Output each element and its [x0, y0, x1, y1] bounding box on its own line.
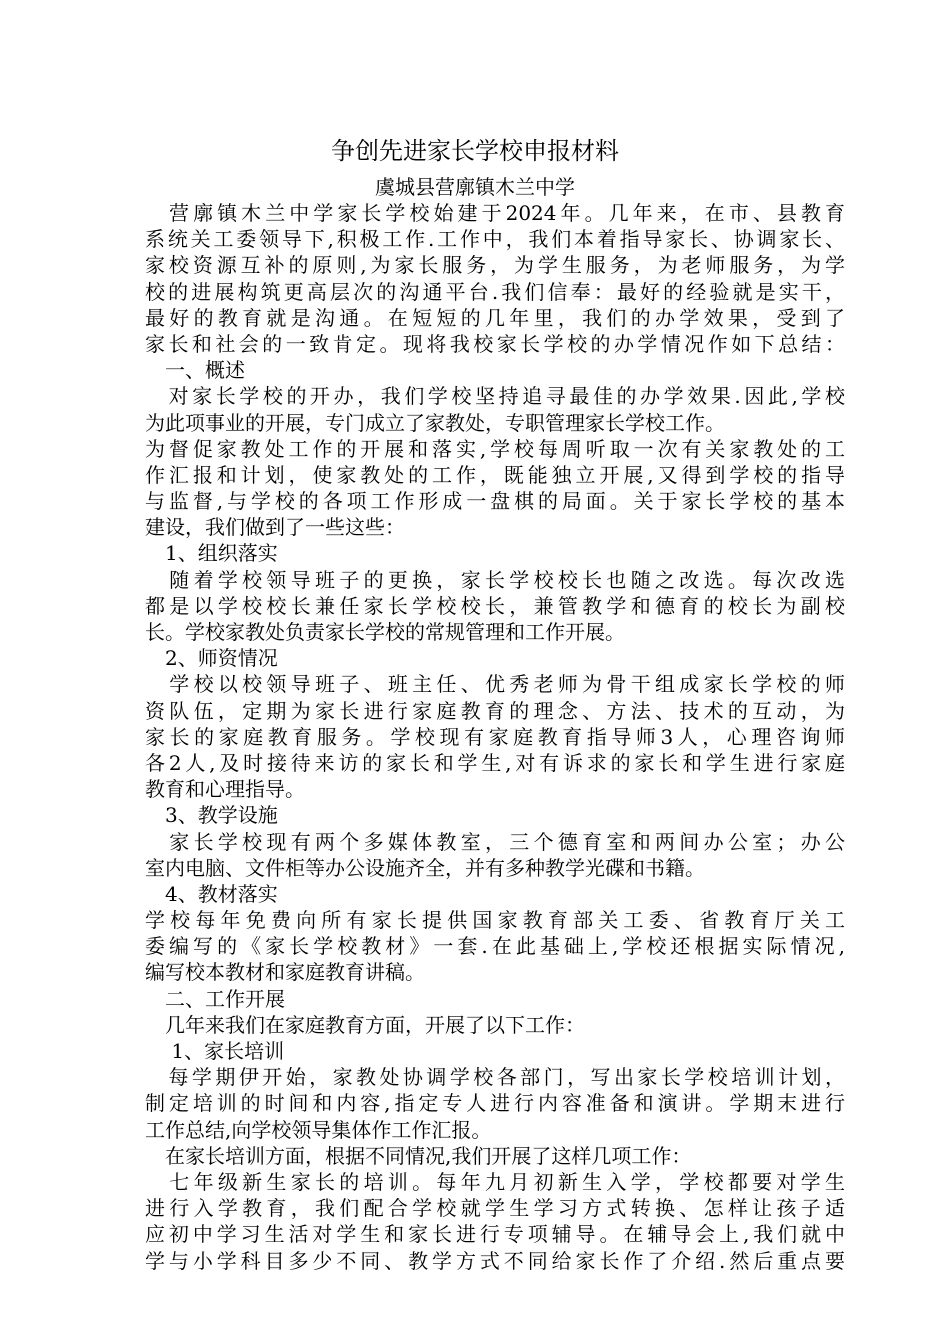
body-line: 几年来我们在家庭教育方面，开展了以下工作：	[145, 1012, 585, 1037]
body-line: 教育和心理指导。	[145, 777, 305, 802]
body-line: 委编写的《家长学校教材》一套.在此基础上,学校还根据实际情况,	[145, 934, 845, 959]
body-line: 1、家长培训	[145, 1039, 285, 1063]
body-line: 工作总结,向学校领导集体作工作汇报。	[145, 1117, 492, 1142]
body-line: 为督促家教处工作的开展和落实,学校每周听取一次有关家教处的工	[145, 436, 845, 461]
body-line: 在家长培训方面，根据不同情况,我们开展了这样几项工作：	[145, 1143, 692, 1168]
body-line: 与监督,与学校的各项工作形成一盘棋的局面。关于家长学校的基本	[145, 489, 845, 514]
body-line: 都是以学校校长兼任家长学校校长，兼管教学和德育的校长为副校	[145, 593, 845, 618]
body-line: 家长学校现有两个多媒体教室，三个德育室和两间办公室；办公	[145, 829, 845, 854]
body-line: 二、工作开展	[145, 986, 285, 1011]
body-line: 家长和社会的一致肯定。现将我校家长学校的办学情况作如下总结：	[145, 331, 845, 356]
body-line: 建设，我们做到了一些这些：	[145, 515, 405, 540]
body-line: 4、教材落实	[145, 881, 278, 906]
body-line: 七年级新生家长的培训。每年九月初新生入学，学校都要对学生	[145, 1169, 845, 1194]
body-line: 作汇报和计划，使家教处的工作，既能独立开展,又得到学校的指导	[145, 462, 845, 487]
body-line: 制定培训的时间和内容,指定专人进行内容准备和演讲。学期末进行	[145, 1091, 845, 1116]
body-line: 为此项事业的开展，专门成立了家教处，专职管理家长学校工作。	[145, 410, 725, 435]
body-line: 学与小学科目多少不同、教学方式不同给家长作了介绍.然后重点要	[145, 1248, 845, 1273]
body-line: 1、组织落实	[145, 541, 278, 566]
body-line: 学校以校领导班子、班主任、优秀老师为骨干组成家长学校的师	[145, 672, 845, 697]
body-line: 室内电脑、文件柜等办公设施齐全，并有多种教学光碟和书籍。	[145, 855, 705, 880]
body-line: 最好的教育就是沟通。在短短的几年里，我们的办学效果，受到了	[145, 305, 845, 330]
body-line: 学校每年免费向所有家长提供国家教育部关工委、省教育厅关工	[145, 908, 845, 933]
body-line: 系统关工委领导下,积极工作.工作中，我们本着指导家长、协调家长、	[145, 227, 845, 252]
body-line: 家校资源互补的原则,为家长服务，为学生服务，为老师服务，为学	[145, 253, 845, 278]
body-line: 2、师资情况	[145, 646, 278, 671]
body-line: 编写校本教材和家庭教育讲稿。	[145, 960, 425, 985]
body-line: 家长的家庭教育服务。学校现有家庭教育指导师3人，心理咨询师	[145, 724, 845, 749]
body-line: 3、教学设施	[145, 803, 278, 828]
body-line: 每学期伊开始，家教处协调学校各部门，写出家长学校培训计划，	[145, 1065, 845, 1090]
body-line: 长。学校家教处负责家长学校的常规管理和工作开展。	[145, 620, 625, 644]
document-subtitle: 虞城县营廓镇木兰中学	[375, 175, 575, 199]
body-line: 进行入学教育，我们配合学校就学生学习方式转换、怎样让孩子适	[145, 1196, 845, 1221]
body-line: 各2人,及时接待来访的家长和学生,对有诉求的家长和学生进行家庭	[145, 750, 845, 775]
body-line: 一、概述	[145, 358, 245, 383]
body-line: 资队伍，定期为家长进行家庭教育的理念、方法、技术的互动，为	[145, 698, 845, 723]
body-line: 营廓镇木兰中学家长学校始建于2024年。几年来，在市、县教育	[145, 201, 845, 225]
body-line: 随着学校领导班子的更换，家长学校校长也随之改选。每次改选	[145, 567, 845, 592]
body-line: 对家长学校的开办，我们学校坚持追寻最佳的办学效果.因此,学校	[145, 384, 845, 409]
document-body	[145, 200, 845, 1274]
body-line: 应初中学习生活对学生和家长进行专项辅导。在辅导会上,我们就中	[145, 1222, 845, 1247]
body-line: 校的进展构筑更高层次的沟通平台.我们信奉：最好的经验就是实干，	[145, 279, 845, 304]
document-title: 争创先进家长学校申报材料	[331, 137, 619, 165]
